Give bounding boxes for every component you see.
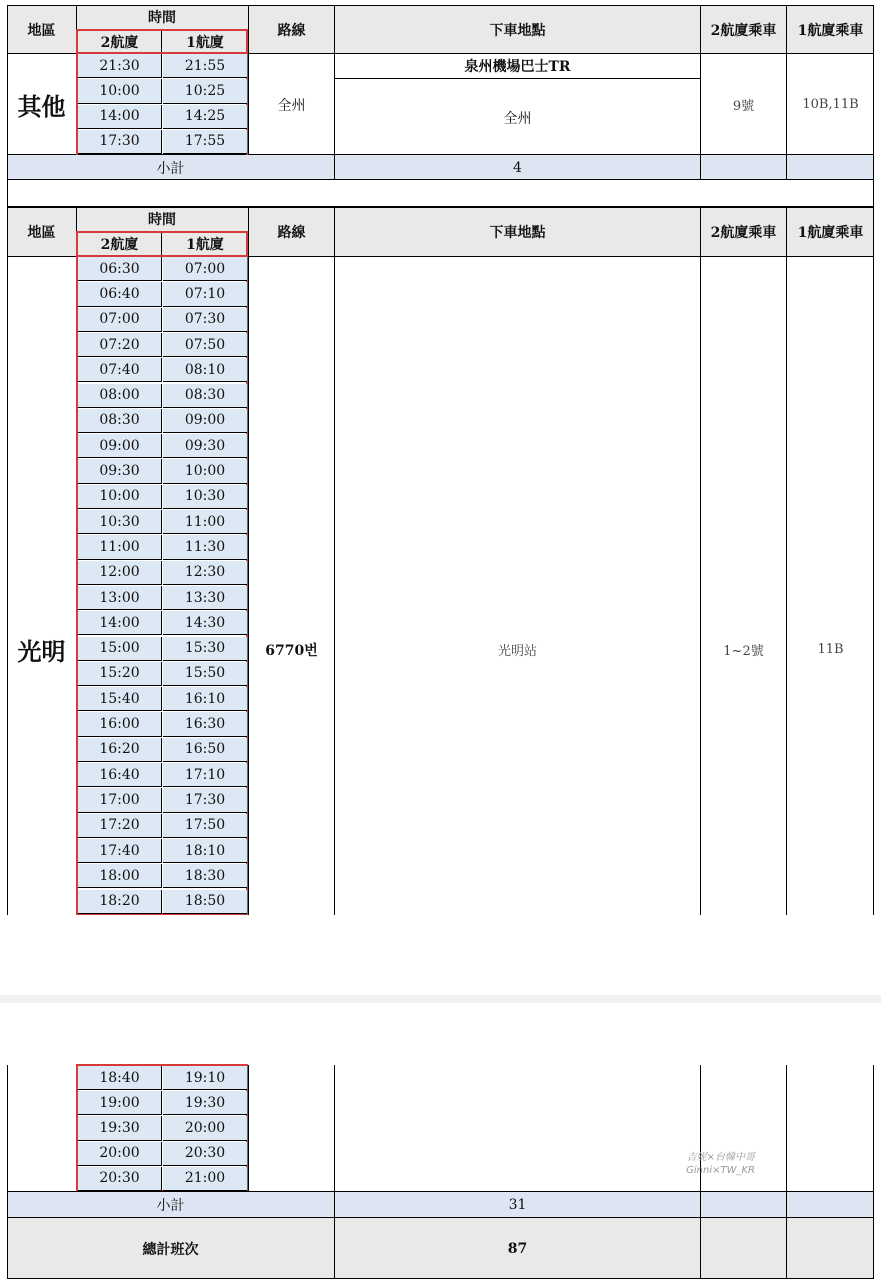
header-terminal2: 2航廈	[78, 31, 162, 52]
time-cell-gm-t1-7: 09:30	[163, 434, 247, 458]
time-cell-gm-t1-22: 17:50	[163, 814, 247, 838]
time-cell-gm-t1-24: 18:30	[163, 864, 247, 888]
time-cell-gm-t1-25: 18:50	[163, 890, 247, 914]
time-cell-gm-t1-15: 15:30	[163, 637, 247, 661]
header-board-t2-2: 2航廈乘車	[710, 224, 777, 241]
time-cell-gm-t2-10: 10:30	[78, 510, 162, 534]
subtotal-label-other: 小計	[156, 160, 185, 177]
header-dropoff-2: 下車地點	[489, 224, 546, 241]
time-cell-gm2-t2-1: 19:00	[78, 1091, 162, 1115]
time-cell-gm-t2-8: 09:30	[78, 459, 162, 483]
time-cell-gm-t1-5: 08:30	[163, 384, 247, 408]
header-route: 路線	[277, 22, 306, 39]
time-cell-gm-t1-1: 07:10	[163, 282, 247, 306]
time-cell-other-t1-1: 10:25	[163, 79, 247, 103]
time-cell-gm-t2-12: 12:00	[78, 561, 162, 585]
time-cell-gm-t1-14: 14:30	[163, 611, 247, 635]
header-terminal1-2: 1航廈	[186, 237, 224, 253]
board-t1-other: 10B,11B	[802, 97, 859, 112]
time-cell-gm-t1-11: 11:30	[163, 535, 247, 559]
time-cell-gm-t2-2: 07:00	[78, 308, 162, 332]
header-board-t2: 2航廈乘車	[710, 22, 777, 39]
time-cell-gm-t2-0: 06:30	[78, 257, 162, 281]
time-cell-gm2-t1-1: 19:30	[163, 1091, 247, 1115]
route-other: 全州	[277, 97, 306, 114]
dropoff-gwangmyeong: 光明站	[497, 644, 537, 659]
time-cell-other-t2-2: 14:00	[78, 105, 162, 129]
subtotal-value-gwangmyeong: 31	[508, 1196, 527, 1213]
total-label: 總計班次	[142, 1241, 199, 1258]
time-cell-gm-t1-16: 15:50	[163, 662, 247, 686]
header-board-t1-2: 1航廈乘車	[797, 224, 864, 241]
time-cell-gm-t1-20: 17:10	[163, 763, 247, 787]
header-region-2: 地區	[27, 224, 56, 241]
time-cell-gm-t2-19: 16:20	[78, 738, 162, 762]
header-terminal1: 1航廈	[186, 34, 224, 51]
time-cell-gm-t1-10: 11:00	[163, 510, 247, 534]
time-cell-other-t1-0: 21:55	[163, 54, 247, 78]
time-cell-gm-t2-3: 07:20	[78, 333, 162, 357]
time-cell-gm-t2-13: 13:00	[78, 586, 162, 610]
time-cell-gm-t1-0: 07:00	[163, 257, 247, 281]
time-cell-gm-t2-15: 15:00	[78, 637, 162, 661]
time-cell-gm2-t2-3: 20:00	[78, 1142, 162, 1166]
time-cell-gm-t1-18: 16:30	[163, 712, 247, 736]
time-cell-gm-t2-16: 15:20	[78, 662, 162, 686]
time-cell-other-t1-2: 14:25	[163, 105, 247, 129]
time-cell-gm-t2-7: 09:00	[78, 434, 162, 458]
time-cell-gm-t1-23: 18:10	[163, 839, 247, 863]
time-cell-gm-t2-4: 07:40	[78, 358, 162, 382]
subtotal-value-other: 4	[513, 159, 522, 176]
time-cell-other-t1-3: 17:55	[163, 130, 247, 154]
header-dropoff: 下車地點	[489, 22, 546, 39]
time-cell-gm-t1-8: 10:00	[163, 459, 247, 483]
time-cell-gm-t2-21: 17:00	[78, 788, 162, 812]
time-cell-gm-t2-23: 17:40	[78, 839, 162, 863]
page-divider	[0, 995, 881, 1003]
time-cell-other-t2-1: 10:00	[78, 79, 162, 103]
time-cell-gm-t2-6: 08:30	[78, 409, 162, 433]
header-terminal2-2: 2航廈	[78, 233, 162, 255]
time-cell-gm-t1-17: 16:10	[163, 687, 247, 711]
board-t2-gwangmyeong: 1~2號	[723, 644, 764, 659]
time-cell-gm2-t1-2: 20:00	[163, 1116, 247, 1140]
time-cell-gm-t2-20: 16:40	[78, 763, 162, 787]
header-route-2: 路線	[277, 224, 306, 241]
page-gap	[0, 915, 881, 1065]
dropoff-other-2: 全州	[503, 110, 532, 127]
dropoff-other-1: 泉州機場巴士TR	[335, 54, 700, 79]
header-time-2: 時間	[148, 211, 176, 228]
time-cell-gm-t1-19: 16:50	[163, 738, 247, 762]
time-cell-gm-t1-2: 07:30	[163, 308, 247, 332]
time-cell-gm-t2-25: 18:20	[78, 890, 162, 914]
time-cell-gm2-t2-4: 20:30	[78, 1167, 162, 1191]
time-cell-gm-t1-12: 12:30	[163, 561, 247, 585]
header-time: 時間	[148, 10, 176, 26]
time-cell-gm-t2-22: 17:20	[78, 814, 162, 838]
time-cell-gm2-t1-0: 19:10	[163, 1066, 247, 1090]
time-cell-gm-t1-3: 07:50	[163, 333, 247, 357]
time-cell-other-t2-3: 17:30	[78, 130, 162, 154]
time-cell-gm2-t2-2: 19:30	[78, 1116, 162, 1140]
time-cell-gm2-t2-0: 18:40	[78, 1066, 162, 1090]
time-cell-gm-t2-24: 18:00	[78, 864, 162, 888]
header-region: 地區	[27, 22, 56, 39]
time-cell-gm-t2-5: 08:00	[78, 384, 162, 408]
total-value: 87	[507, 1240, 528, 1257]
region-label-gwangmyeong: 光明	[17, 638, 66, 666]
time-cell-gm2-t1-3: 20:30	[163, 1142, 247, 1166]
board-t2-other: 9號	[732, 99, 755, 114]
header-board-t1: 1航廈乘車	[797, 22, 864, 39]
time-cell-other-t2-0: 21:30	[78, 54, 162, 78]
watermark: 吉妮×台韓中哥 Ginni×TW_KR	[686, 1152, 755, 1176]
time-cell-gm-t2-9: 10:00	[78, 485, 162, 509]
time-cell-gm2-t1-4: 21:00	[163, 1167, 247, 1191]
time-cell-gm-t1-13: 13:30	[163, 586, 247, 610]
time-cell-gm-t2-18: 16:00	[78, 712, 162, 736]
time-cell-gm-t1-9: 10:30	[163, 485, 247, 509]
time-cell-gm-t2-1: 06:40	[78, 282, 162, 306]
time-cell-gm-t2-11: 11:00	[78, 535, 162, 559]
time-cell-gm-t1-21: 17:30	[163, 788, 247, 812]
time-cell-gm-t2-14: 14:00	[78, 611, 162, 635]
route-gwangmyeong: 6770번	[265, 642, 318, 659]
time-cell-gm-t2-17: 15:40	[78, 687, 162, 711]
time-cell-gm-t1-4: 08:10	[163, 358, 247, 382]
subtotal-label-gwangmyeong: 小計	[156, 1197, 185, 1214]
time-cell-gm-t1-6: 09:00	[163, 409, 247, 433]
board-t1-gwangmyeong: 11B	[817, 642, 844, 657]
region-label-other: 其他	[17, 93, 66, 121]
